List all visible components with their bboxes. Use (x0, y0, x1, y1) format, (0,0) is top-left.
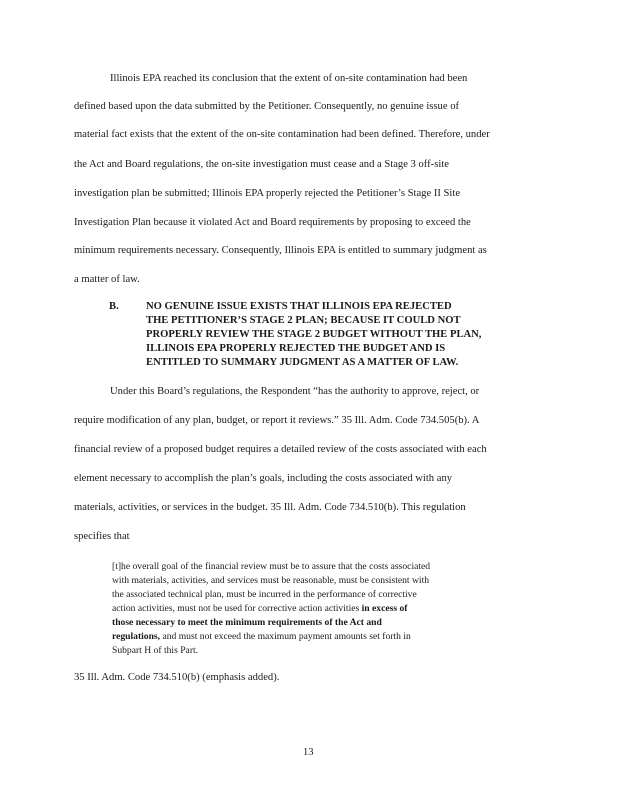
paragraph-1-line-2: defined based upon the data submitted by the Petitioner. Consequently, no genuine issue of (74, 101, 460, 112)
block-quote-line-5 (112, 618, 382, 628)
paragraph-1-line-4: the Act and Board regulations, the on-site investigation must cease and a Stage 3 off-site (74, 159, 449, 170)
paragraph-1-line-3: material fact exists that the extent of the on-site contamination had been defined. Therefore, under (74, 129, 490, 140)
paragraph-2-line-2: require modification of any plan, budget, or report it reviews.” 35 Ill. Adm. Code 734.505(b). A (74, 415, 480, 426)
block-quote-line-6-emphasis: regulations, (112, 631, 161, 642)
block-quote-line-3: the associated technical plan, must be incurred in the performance of corrective (112, 589, 417, 600)
block-quote-line-6 (112, 632, 411, 642)
page-number: 13 (303, 747, 314, 758)
paragraph-1-line-7: minimum requirements necessary. Consequently, Illinois EPA is entitled to summary judgment as (74, 245, 487, 256)
paragraph-2-line-4: element necessary to accomplish the plan’s goals, including the costs associated with any (74, 473, 453, 484)
paragraph-1-line-8: a matter of law. (74, 274, 140, 285)
section-heading-line-5: ENTITLED TO SUMMARY JUDGMENT AS A MATTER OF LAW. (146, 357, 459, 368)
citation: 35 Ill. Adm. Code 734.510(b) (emphasis added). (74, 672, 280, 683)
section-heading-line-3: PROPERLY REVIEW THE STAGE 2 BUDGET WITHOUT THE PLAN, (146, 329, 482, 340)
section-heading-line-1: NO GENUINE ISSUE EXISTS THAT ILLINOIS EPA REJECTED (146, 301, 452, 312)
block-quote-line-6-plain: and must not exceed the maximum payment amounts set forth in (160, 631, 411, 642)
block-quote-line-4-emphasis: in excess of (361, 603, 408, 614)
paragraph-2-line-3: financial review of a proposed budget requires a detailed review of the costs associated with each (74, 444, 487, 455)
paragraph-1-line-6: Investigation Plan because it violated Act and Board requirements by proposing to exceed the (74, 217, 471, 228)
block-quote-line-5-emphasis: those necessary to meet the minimum requirements of the Act and (112, 617, 382, 628)
paragraph-2-line-6: specifies that (74, 531, 130, 542)
section-letter: B. (109, 301, 119, 312)
block-quote-line-2: with materials, activities, and services must be reasonable, must be consistent with (112, 575, 430, 586)
paragraph-2-line-5: materials, activities, or services in the budget. 35 Ill. Adm. Code 734.510(b). This regulation (74, 502, 466, 513)
block-quote-line-4-plain: action activities, must not be used for corrective action activities (112, 603, 362, 614)
block-quote-line-4 (112, 604, 407, 614)
paragraph-1-line-5: investigation plan be submitted; Illinois EPA properly rejected the Petitioner’s Stage II Site (74, 188, 461, 199)
section-heading-line-2: THE PETITIONER’S STAGE 2 PLAN; BECAUSE IT COULD NOT (146, 315, 461, 326)
section-heading-line-4: ILLINOIS EPA PROPERLY REJECTED THE BUDGET AND IS (146, 343, 446, 354)
paragraph-1-line-1: Illinois EPA reached its conclusion that the extent of on-site contamination had been (110, 73, 468, 84)
paragraph-2-line-1: Under this Board’s regulations, the Respondent “has the authority to approve, reject, or (110, 386, 480, 397)
block-quote-line-1: [t]he overall goal of the financial review must be to assure that the costs associated (112, 561, 431, 572)
block-quote-line-7: Subpart H of this Part. (112, 645, 199, 656)
